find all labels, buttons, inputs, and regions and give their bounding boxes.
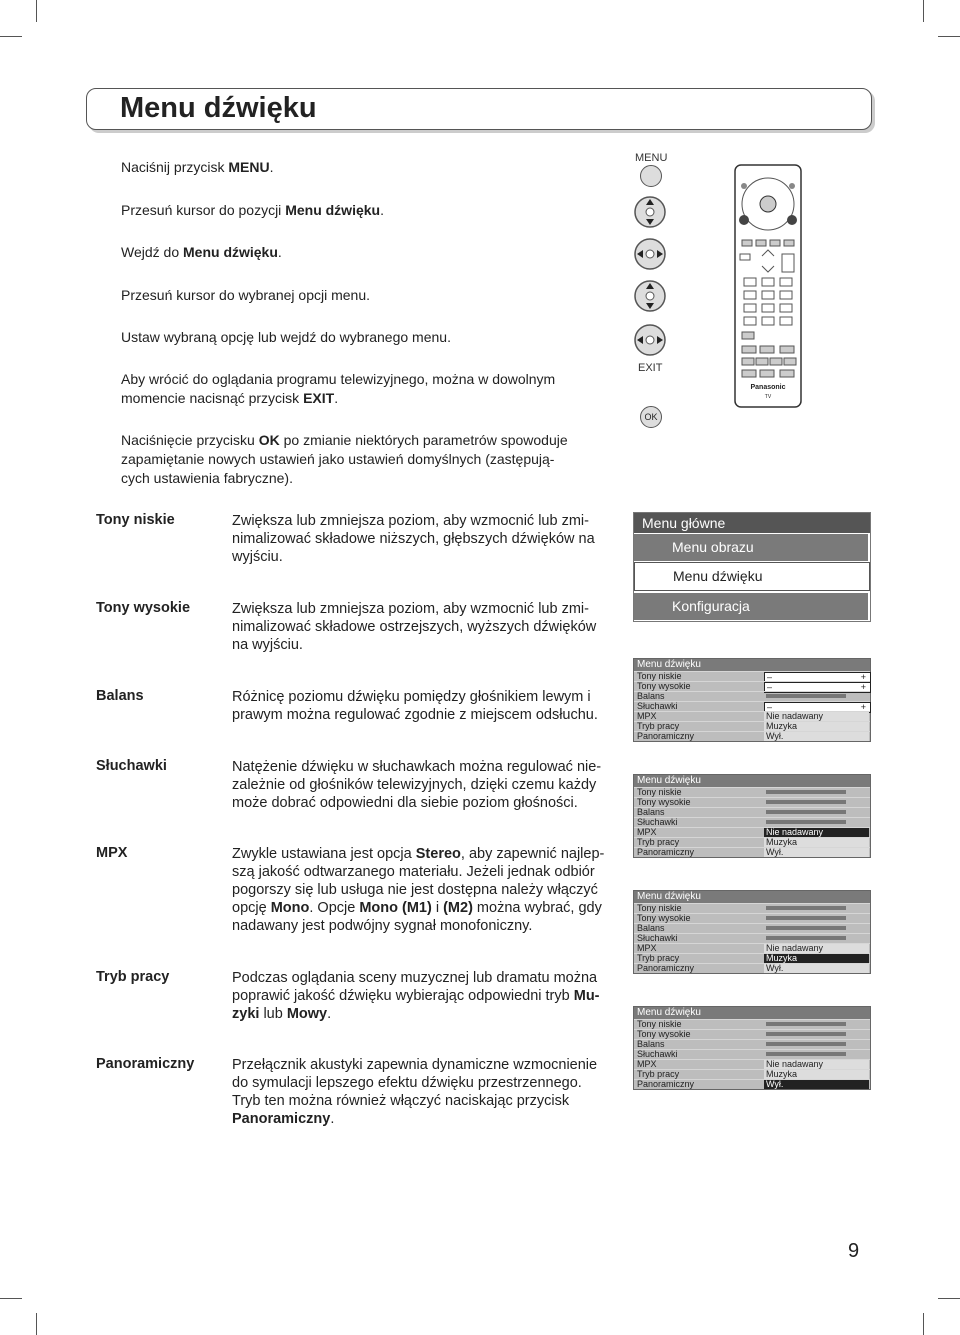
menu-label: MENU (635, 152, 668, 164)
step-6: Aby wrócić do oglądania programu telewizyjnego, można w dowolnym momencie nacisnąć przycisk EXIT. (121, 370, 621, 408)
main-menu-item-setup[interactable]: Konfiguracja (634, 593, 868, 620)
remote-brand: Panasonic (750, 384, 786, 391)
term-mpx: MPX (96, 845, 128, 861)
sound-row-headphones[interactable]: Słuchawki – + (634, 701, 870, 711)
left-right-button-icon (634, 324, 666, 356)
sound-menu-header: Menu dźwięku (634, 775, 870, 787)
desc-bass: Zwiększa lub zmniejsza poziom, aby wzmocnić lub zmi- nimalizować składowe niższych, głębszych dźwięków na wyjściu. (232, 513, 595, 565)
term-mode: Tryb pracy (96, 969, 170, 985)
sound-row-mode[interactable]: Tryb pracy Muzyka (634, 721, 870, 731)
remote-control-illustration (734, 164, 802, 408)
mpx-value-highlight[interactable]: Nie nadawany (764, 828, 869, 837)
crop-mark (0, 36, 22, 37)
sound-menu-surround-panel: Menu dźwięku Tony niskie Tony wysokie Balans Słuchawki MPX Nie nadawany Tryb pracy Muzyka Panoramiczny Wył. (633, 1006, 871, 1090)
step-3: Wejdź do Menu dźwięku. (121, 244, 282, 260)
term-surround: Panoramiczny (96, 1056, 195, 1072)
ok-note: Naciśnięcie przycisku OK po zmianie niektórych parametrów spowoduje zapamiętanie nowych ustawień jako ustawień domyślnych (zastępują- cych ustawienia fabryczne). (121, 432, 568, 486)
exit-label: EXIT (638, 362, 663, 374)
term-headphones: Słuchawki (96, 758, 167, 774)
sound-row-mpx[interactable]: MPX Nie nadawany (634, 711, 870, 721)
step-5: Ustaw wybraną opcję lub wejdź do wybranego menu. (121, 329, 451, 345)
mode-value-highlight[interactable]: Muzyka (764, 954, 869, 963)
sound-row-surround[interactable]: Panoramiczny Wył. (634, 731, 870, 741)
crop-mark (938, 36, 960, 37)
page-title: Menu dźwięku (120, 92, 317, 124)
sound-menu-panel (633, 658, 871, 742)
sound-menu-header: Menu dźwięku (634, 1007, 870, 1019)
page-number: 9 (848, 1240, 860, 1262)
desc-treble: Zwiększa lub zmniejsza poziom, aby wzmocnić lub zmi- nimalizować składowe ostrzejszych, wyższych dźwięków na wyjściu. (232, 601, 597, 653)
up-down-button-icon (634, 280, 666, 312)
remote-tv-label: TV (764, 394, 772, 400)
term-treble: Tony wysokie (96, 600, 191, 616)
crop-mark (36, 0, 37, 22)
left-right-button-icon (634, 238, 666, 270)
step-2: Przesuń kursor do pozycji Menu dźwięku. (121, 202, 384, 218)
main-menu-panel (633, 512, 871, 622)
crop-mark (36, 1313, 37, 1335)
step-4: Przesuń kursor do wybranej opcji menu. (121, 287, 371, 303)
desc-mode: Podczas oglądania sceny muzycznej lub dramatu można poprawić jakość dźwięku wybierając odpowiedni tryb Mu- zyki lub Mowy. (232, 970, 600, 1022)
menu-button-icon (640, 165, 662, 187)
sound-menu-mpx-panel: Menu dźwięku Tony niskie Tony wysokie Balans Słuchawki MPX Nie nadawany Tryb pracy Muzyka Panoramiczny Wył. (633, 774, 871, 858)
sound-row-treble[interactable]: Tony wysokie – + (634, 681, 870, 691)
crop-mark (923, 0, 924, 22)
sound-row-bass[interactable]: Tony niskie – + (634, 671, 870, 681)
main-menu-item-sound[interactable]: Menu dźwięku (634, 562, 870, 591)
step-6-line1: Aby wrócić do oglądania programu telewizyjnego, można w dowolnym (121, 371, 556, 387)
sound-row-balance[interactable]: Balans (634, 691, 870, 701)
crop-mark (0, 1298, 22, 1299)
crop-mark (923, 1313, 924, 1335)
desc-mpx: Zwykle ustawiana jest opcja Stereo, aby zapewnić najlep- szą jakość odtwarzanego materiału. Jeżeli jednak odbiór pogorszy się lub usługa nie jest dostępna należy włączyć opcję Mono. Opcje Mono (M1) i (M2) można wybrać, gdy nadawany jest podwójny sygnał monofoniczny. (232, 846, 605, 934)
surround-value-highlight[interactable]: Wył. (764, 1080, 869, 1089)
term-bass: Tony niskie (96, 512, 175, 528)
main-menu-item-picture[interactable]: Menu obrazu (634, 534, 868, 561)
ok-button-icon: OK (640, 406, 662, 428)
desc-balance: Różnicę poziomu dźwięku pomiędzy głośnikiem lewym i prawym można regulować zgodnie z miejscem odsłuchu. (232, 689, 598, 723)
main-menu-header: Menu główne (634, 513, 870, 533)
sound-menu-header: Menu dźwięku (634, 659, 870, 671)
sound-menu-mode-panel: Menu dźwięku Tony niskie Tony wysokie Balans Słuchawki MPX Nie nadawany Tryb pracy Muzyka Panoramiczny Wył. (633, 890, 871, 974)
desc-surround: Przełącznik akustyki zapewnia dynamiczne wzmocnienie do symulacji lepszego efektu dźwięku przestrzennego. Tryb ten można również włączyć naciskając przycisk Panoramiczny. (232, 1057, 598, 1127)
term-balance: Balans (96, 688, 144, 704)
crop-mark (938, 1298, 960, 1299)
sound-menu-header: Menu dźwięku (634, 891, 870, 903)
up-down-button-icon (634, 196, 666, 228)
step-1: Naciśnij przycisk MENU. (121, 159, 274, 175)
desc-headphones: Natężenie dźwięku w słuchawkach można regulować nie- zależnie od głośników telewizyjnych, dzięki czemu każdy może dobrać odpowiedni dla siebie poziom głośności. (232, 759, 602, 811)
